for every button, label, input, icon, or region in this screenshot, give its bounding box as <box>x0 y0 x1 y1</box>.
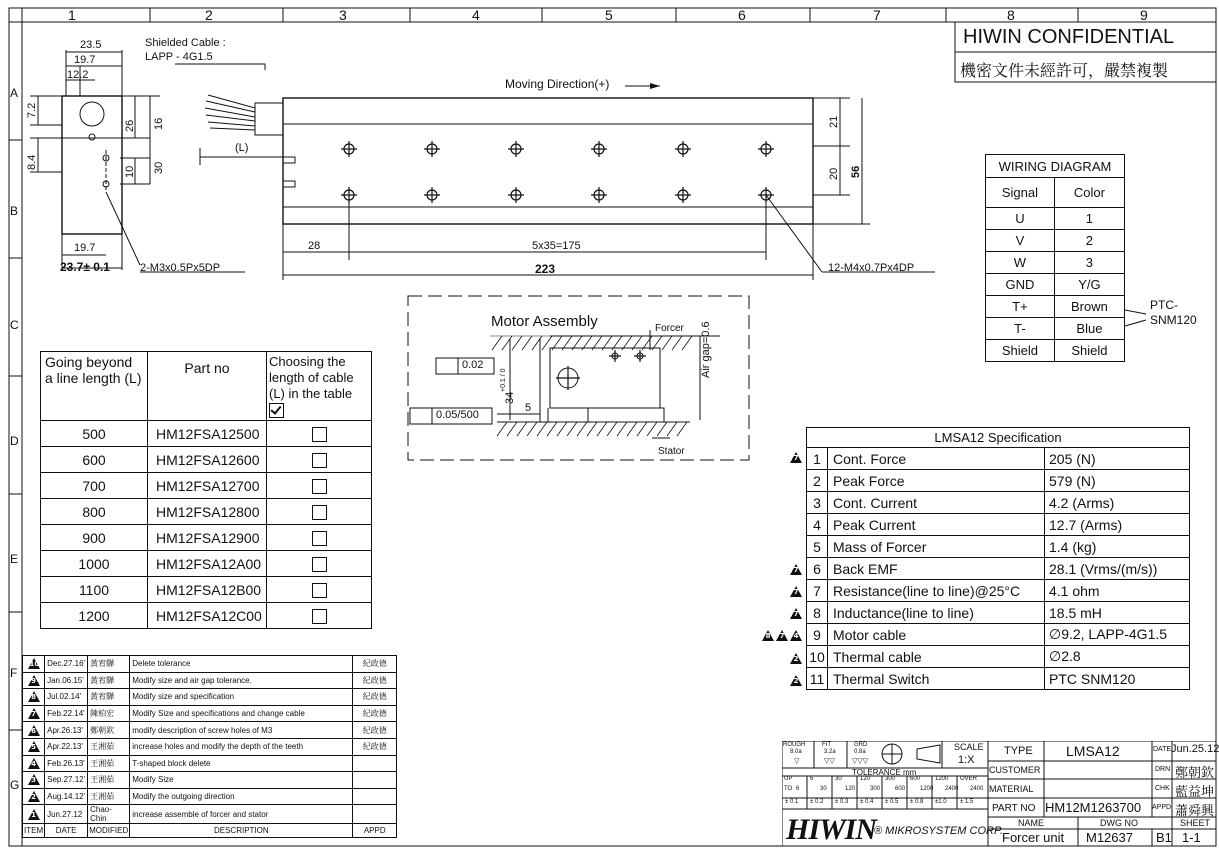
cable-length-checkbox[interactable] <box>312 453 327 468</box>
grid-col-7: 7 <box>873 7 881 23</box>
revision-triangle-icon: 7 <box>776 630 788 641</box>
wiring-diagram-table <box>985 154 1125 362</box>
wiring-color: Shield <box>1054 340 1124 362</box>
top-hole-note: 12-M4x0.7Px4DP <box>828 262 915 274</box>
spec-name: Cont. Force <box>828 448 1045 470</box>
cable-length-checkbox[interactable] <box>312 557 327 572</box>
spec-value: 12.7 (Arms) <box>1045 514 1190 536</box>
material-label: MATERIAL <box>989 784 1034 794</box>
dim-8-4: 8.4 <box>26 154 38 170</box>
dim-20: 20 <box>828 167 840 180</box>
revision-appd <box>353 788 397 805</box>
name-label: NAME <box>1018 818 1045 828</box>
revision-date: Jul.02.14' <box>45 689 88 706</box>
spec-row <box>807 624 1190 646</box>
fit-label: FIT <box>822 742 831 748</box>
customer-label: CUSTOMER <box>989 765 1041 775</box>
grid-col-6: 6 <box>738 7 746 23</box>
wiring-color: 1 <box>1054 208 1124 230</box>
spec-value: 4.2 (Arms) <box>1045 492 1190 514</box>
cable-length-checkbox[interactable] <box>312 531 327 546</box>
revision-row <box>23 705 397 722</box>
spec-no: 8 <box>807 602 828 624</box>
confidential-subtitle: 機密文件未經許可，嚴禁複製 <box>960 61 1169 80</box>
air-gap-label: Air gap=0.6 <box>700 321 712 378</box>
part-no: HM12FSA12C00 <box>148 603 267 629</box>
grid-row-g: G <box>10 778 20 792</box>
revision-row <box>23 738 397 755</box>
tolerance-up: OVER <box>960 776 978 782</box>
revision-appd: 紀政德 <box>353 656 397 673</box>
part-no: HM12FSA12800 <box>148 499 267 525</box>
fit-value: 3.2a <box>824 749 836 755</box>
spec-rev-marks <box>762 630 802 641</box>
revision-date: Sep.27.12' <box>45 772 88 789</box>
revision-by: 黃宥驊 <box>88 672 130 689</box>
tolerance-up: 30 <box>835 776 842 782</box>
spec-rev-marks <box>790 586 802 597</box>
revision-by: Chao-Chin <box>88 805 130 824</box>
chk-value: 藍益坤 <box>1175 785 1215 800</box>
revision-triangle-icon: 2 <box>790 675 802 686</box>
tolerance-up: 120 <box>860 776 871 782</box>
revision-row <box>23 689 397 706</box>
part-length: 900 <box>41 525 148 551</box>
tolerance-vals: ± 0.2 <box>810 799 824 805</box>
hiwin-logo-sub: ® MIKROSYSTEM CORP. <box>874 825 1003 837</box>
revision-date: Jan.06.15' <box>45 672 88 689</box>
spec-no: 1 <box>807 448 828 470</box>
tolerance-vals: ± 1.5 <box>960 799 974 805</box>
tolerance-vals: ± 0.3 <box>835 799 849 805</box>
cable-length-checkbox[interactable] <box>312 583 327 598</box>
grid-col-2: 2 <box>205 7 213 23</box>
spec-rev-marks <box>790 675 802 686</box>
hiwin-logo: HIWIN <box>786 813 877 846</box>
grid-row-a: A <box>10 86 19 100</box>
tolerance-to: 30 <box>820 786 827 792</box>
revision-item <box>23 738 45 755</box>
revision-item <box>23 689 45 706</box>
scale-value: 1:X <box>958 754 975 766</box>
tolerance-up: 300 <box>885 776 896 782</box>
wiring-color: Blue <box>1054 318 1124 340</box>
rough-value: 8.0a <box>790 749 802 755</box>
rough-label: ROUGH <box>783 742 806 748</box>
spec-no: 10 <box>807 646 828 668</box>
cable-length-checkbox[interactable] <box>312 505 327 520</box>
part-header-partno: Part no <box>148 352 267 421</box>
revision-footer-cell: APPD <box>353 824 397 838</box>
revision-triangle-icon: 1 <box>28 809 40 820</box>
dim-10: 10 <box>124 165 136 178</box>
sheet-label: SHEET <box>1180 818 1211 828</box>
rev-value: B1 <box>1156 830 1172 845</box>
height-34: 34 <box>504 391 516 404</box>
part-no: HM12FSA12500 <box>148 421 267 447</box>
part-length: 1000 <box>41 551 148 577</box>
revision-row <box>23 656 397 673</box>
revision-desc: Modify Size <box>130 772 353 789</box>
spec-no: 7 <box>807 580 828 602</box>
spec-name: Back EMF <box>828 558 1045 580</box>
revision-triangle-icon: 7 <box>790 608 802 619</box>
revision-desc: Modify size and air gap tolerance. <box>130 672 353 689</box>
flatness-2: 0.05/500 <box>436 409 479 421</box>
revision-desc: Delete tolerance <box>130 656 353 673</box>
tolerance-to: TO <box>784 786 793 792</box>
spec-value: 4.1 ohm <box>1045 580 1190 602</box>
revision-appd: 紀政德 <box>353 738 397 755</box>
revision-appd: 紀政德 <box>353 705 397 722</box>
revision-triangle-icon: 7 <box>790 452 802 463</box>
appd-label: APPD <box>1152 804 1172 811</box>
spec-name: Mass of Forcer <box>828 536 1045 558</box>
part-length: 800 <box>41 499 148 525</box>
spec-value: 18.5 mH <box>1045 602 1190 624</box>
spec-row <box>807 492 1190 514</box>
revision-by: 黃宥驊 <box>88 689 130 706</box>
revision-triangle-icon: 5 <box>28 741 40 752</box>
revision-footer-cell: DESCRIPTION <box>130 824 353 838</box>
revision-desc: T-shaped block delete <box>130 755 353 772</box>
dim-30: 30 <box>153 161 165 174</box>
spec-value: ∅9.2, LAPP-4G1.5 <box>1045 624 1190 646</box>
wiring-signal: V <box>986 230 1055 252</box>
spec-title: LMSA12 Specification <box>807 428 1190 448</box>
cable-label-2: LAPP - 4G1.5 <box>145 51 213 63</box>
part-length: 1200 <box>41 603 148 629</box>
motor-assembly-title: Motor Assembly <box>491 313 598 330</box>
spec-name: Resistance(line to line)@25°C <box>828 580 1045 602</box>
tolerance-to: 6 <box>796 786 800 792</box>
grid-row-b: B <box>10 204 19 218</box>
revision-desc: modify description of screw holes of M3 <box>130 722 353 739</box>
date-value: Jun.25.12 <box>1171 743 1219 755</box>
dim-26: 26 <box>124 119 136 132</box>
stator-label: Stator <box>658 446 685 457</box>
revision-appd: 紀政德 <box>353 672 397 689</box>
spec-row <box>807 514 1190 536</box>
tolerance-up: 6 <box>810 776 814 782</box>
part-no: HM12FSA12700 <box>148 473 267 499</box>
ptc-note-2: SNM120 <box>1150 313 1197 327</box>
wiring-color: 3 <box>1054 252 1124 274</box>
flatness-1: 0.02 <box>462 359 484 371</box>
revision-triangle-icon: 6 <box>28 725 40 736</box>
spec-rev-marks <box>790 653 802 664</box>
spec-row <box>807 668 1190 690</box>
dim-19-7-top: 19.7 <box>74 54 96 66</box>
revision-triangle-icon: 2 <box>790 653 802 664</box>
revision-date: Apr.26.13' <box>45 722 88 739</box>
wiring-title: WIRING DIAGRAM <box>986 155 1125 178</box>
tolerance-vals: ± 0.4 <box>860 799 874 805</box>
revision-by: 王湘茹 <box>88 755 130 772</box>
revision-row <box>23 772 397 789</box>
spec-row <box>807 536 1190 558</box>
revision-desc: increase assemble of forcer and stator <box>130 805 353 824</box>
ptc-note-1: PTC- <box>1150 298 1178 312</box>
tolerance-up: 1200 <box>935 776 949 782</box>
revision-triangle-icon: 2 <box>28 791 40 802</box>
revision-by: 鄭朝欽 <box>88 722 130 739</box>
spec-row <box>807 470 1190 492</box>
appd-value: 蕭舜興 <box>1175 804 1215 819</box>
grid-col-5: 5 <box>605 7 613 23</box>
revision-row <box>23 672 397 689</box>
spec-row <box>807 448 1190 470</box>
part-header-choose: Choosing the length of cable (L) in the table <box>269 354 354 401</box>
spec-rev-marks <box>790 564 802 575</box>
spec-name: Cont. Current <box>828 492 1045 514</box>
spec-rev-marks <box>790 608 802 619</box>
revision-appd <box>353 755 397 772</box>
revision-item <box>23 722 45 739</box>
wiring-signal: GND <box>986 274 1055 296</box>
dim-16: 16 <box>153 117 165 130</box>
tolerance-up: UP <box>784 776 793 782</box>
revision-item <box>23 788 45 805</box>
revision-triangle-icon: 7 <box>28 708 40 719</box>
grid-col-9: 9 <box>1140 7 1148 23</box>
tolerance-to: 2400 <box>945 786 959 792</box>
tolerance-vals: ± 0.5 <box>885 799 899 805</box>
grd-value: 0.8a <box>854 749 866 755</box>
tolerance-to: 600 <box>895 786 906 792</box>
chk-label: CHK <box>1155 785 1170 792</box>
spec-no: 6 <box>807 558 828 580</box>
grd-label: GRD <box>854 742 868 748</box>
spec-name: Inductance(line to line) <box>828 602 1045 624</box>
spec-no: 11 <box>807 668 828 690</box>
revision-table <box>22 655 397 838</box>
grid-row-f: F <box>10 666 18 680</box>
spec-row <box>807 646 1190 668</box>
revision-triangle-icon: 8 <box>762 630 774 641</box>
revision-date: Dec.27.16' <box>45 656 88 673</box>
wiring-signal: Shield <box>986 340 1055 362</box>
dwgno-value: M12637 <box>1086 830 1133 845</box>
spec-no: 2 <box>807 470 828 492</box>
spec-value: PTC SNM120 <box>1045 668 1190 690</box>
cable-length-checkbox[interactable] <box>312 609 327 624</box>
confidential-title: HIWIN CONFIDENTIAL <box>963 26 1175 48</box>
spec-name: Thermal Switch <box>828 668 1045 690</box>
wiring-signal: W <box>986 252 1055 274</box>
wiring-color: Brown <box>1054 296 1124 318</box>
grid-row-c: C <box>10 318 19 332</box>
dim-56: 56 <box>850 165 862 178</box>
revision-triangle-icon: 10 <box>29 660 40 669</box>
part-header-length: Going beyond a line length (L) <box>41 352 148 421</box>
revision-appd <box>353 805 397 824</box>
dim-pitch: 5x35=175 <box>532 240 581 252</box>
tolerance-to: 120 <box>845 786 856 792</box>
spec-row <box>807 580 1190 602</box>
spec-value: ∅2.8 <box>1045 646 1190 668</box>
spec-row <box>807 558 1190 580</box>
rough-symbol: ▽ <box>794 758 800 765</box>
dim-28: 28 <box>308 240 321 252</box>
revision-appd: 紀政德 <box>353 689 397 706</box>
drn-label: DRN <box>1155 766 1171 773</box>
revision-by: 陳柏宏 <box>88 705 130 722</box>
dim-5: 5 <box>525 402 532 414</box>
grid-col-8: 8 <box>1007 7 1015 23</box>
spec-no: 3 <box>807 492 828 514</box>
tolerance-to: 300 <box>870 786 881 792</box>
dim-23-5: 23.5 <box>80 39 102 51</box>
spec-rev-marks <box>790 452 802 463</box>
dim-223: 223 <box>535 262 556 276</box>
revision-footer <box>23 824 397 838</box>
type-label: TYPE <box>1004 745 1033 757</box>
sheet-value: 1-1 <box>1182 830 1201 845</box>
wiring-signal: U <box>986 208 1055 230</box>
type-value: LMSA12 <box>1066 743 1120 759</box>
spec-value: 579 (N) <box>1045 470 1190 492</box>
revision-row <box>23 805 397 824</box>
revision-triangle-icon: 7 <box>790 564 802 575</box>
part-length: 600 <box>41 447 148 473</box>
revision-triangle-icon: 3 <box>28 774 40 785</box>
height-tolerance: +0.1 / 0 <box>500 368 507 392</box>
partno-label: PART NO <box>992 803 1036 814</box>
tolerance-to: 2400 <box>970 786 984 792</box>
checked-checkbox-icon <box>269 403 284 418</box>
revision-date: Jun.27.12 <box>45 805 88 824</box>
spec-name: Thermal cable <box>828 646 1045 668</box>
wiring-color: 2 <box>1054 230 1124 252</box>
spec-value: 205 (N) <box>1045 448 1190 470</box>
partno-value: HM12M1263700 <box>1045 800 1142 815</box>
tolerance-vals: ±1.0 <box>935 799 947 805</box>
revision-item <box>23 755 45 772</box>
dim-21: 21 <box>828 115 840 128</box>
spec-value: 28.1 (Vrms/(m/s)) <box>1045 558 1190 580</box>
revision-by: 王湘茹 <box>88 788 130 805</box>
dwgno-label: DWG NO <box>1100 818 1138 828</box>
grid-row-d: D <box>10 434 19 448</box>
wiring-header-signal: Signal <box>986 178 1055 208</box>
revision-by: 黃宥驊 <box>88 656 130 673</box>
revision-footer-cell: DATE <box>45 824 88 838</box>
wiring-color: Y/G <box>1054 274 1124 296</box>
dim-19-7-bottom: 19.7 <box>74 242 96 254</box>
revision-triangle-icon: 4 <box>790 630 802 641</box>
part-number-table <box>40 351 372 629</box>
revision-desc: Modify size and specification <box>130 689 353 706</box>
wiring-signal: T- <box>986 318 1055 340</box>
grid-col-4: 4 <box>472 7 480 23</box>
revision-triangle-icon: 9 <box>28 675 40 686</box>
revision-item <box>23 656 45 673</box>
dim-12-2: 12.2 <box>67 69 89 81</box>
spec-no: 4 <box>807 514 828 536</box>
revision-item <box>23 805 45 824</box>
title-block <box>782 741 1219 846</box>
revision-triangle-icon: 4 <box>28 758 40 769</box>
revision-desc: Modify Size and specifications and change cable <box>130 705 353 722</box>
drn-value: 鄭朝欽 <box>1175 766 1215 781</box>
part-no: HM12FSA12B00 <box>148 577 267 603</box>
spec-name: Peak Force <box>828 470 1045 492</box>
revision-footer-cell: ITEM <box>23 824 45 838</box>
wiring-header-color: Color <box>1054 178 1124 208</box>
revision-by: 王湘茹 <box>88 772 130 789</box>
spec-name: Motor cable <box>828 624 1045 646</box>
part-no: HM12FSA12A00 <box>148 551 267 577</box>
tolerance-vals: ± 0.8 <box>910 799 924 805</box>
revision-item <box>23 672 45 689</box>
revision-date: Feb.22.14' <box>45 705 88 722</box>
revision-triangle-icon: 8 <box>28 691 40 702</box>
revision-item <box>23 705 45 722</box>
scale-label: SCALE <box>954 742 984 752</box>
part-no: HM12FSA12600 <box>148 447 267 473</box>
side-screw-note: 2-M3x0.5Px5DP <box>140 262 221 274</box>
part-length: 1100 <box>41 577 148 603</box>
revision-appd <box>353 772 397 789</box>
revision-item <box>23 772 45 789</box>
revision-triangle-icon: 7 <box>790 586 802 597</box>
spec-name: Peak Current <box>828 514 1045 536</box>
moving-direction: Moving Direction(+) <box>505 77 610 91</box>
top-holes-row1 <box>344 144 771 200</box>
part-length: 700 <box>41 473 148 499</box>
revision-date: Apr.22.13' <box>45 738 88 755</box>
revision-by: 王湘茹 <box>88 738 130 755</box>
grd-symbol: ▽▽▽ <box>852 758 869 765</box>
revision-appd: 紀政德 <box>353 722 397 739</box>
tolerance-up: 600 <box>910 776 921 782</box>
wiring-signal: T+ <box>986 296 1055 318</box>
revision-desc: increase holes and modify the depth of the teeth <box>130 738 353 755</box>
revision-footer-cell: MODIFIED <box>88 824 130 838</box>
part-length: 500 <box>41 421 148 447</box>
part-no: HM12FSA12900 <box>148 525 267 551</box>
grid-col-3: 3 <box>339 7 347 23</box>
grid-col-1: 1 <box>68 7 76 23</box>
revision-date: Feb.26.13' <box>45 755 88 772</box>
dim-7-2: 7.2 <box>26 102 38 118</box>
fit-symbol: ▽▽ <box>824 758 835 765</box>
revision-date: Aug.14.12' <box>45 788 88 805</box>
name-value: Forcer unit <box>1002 830 1065 845</box>
forcer-label: Forcer <box>655 323 684 334</box>
revision-row <box>23 755 397 772</box>
revision-row <box>23 788 397 805</box>
spec-row <box>807 602 1190 624</box>
spec-value: 1.4 (kg) <box>1045 536 1190 558</box>
cable-label-1: Shielded Cable : <box>145 37 226 49</box>
cable-length-checkbox[interactable] <box>312 479 327 494</box>
revision-desc: Modify the outgoing direction <box>130 788 353 805</box>
cable-length-label: (L) <box>235 142 249 154</box>
tolerance-vals: ± 0.1 <box>785 799 799 805</box>
date-label: DATE <box>1153 746 1172 753</box>
tolerance-title: TOLERANCE mm <box>852 768 917 777</box>
spec-no: 9 <box>807 624 828 646</box>
grid-row-e: E <box>10 552 19 566</box>
cable-length-checkbox[interactable] <box>312 427 327 442</box>
dim-23-7: 23.7± 0.1 <box>60 260 110 274</box>
revision-row <box>23 722 397 739</box>
tolerance-to: 1200 <box>920 786 934 792</box>
spec-no: 5 <box>807 536 828 558</box>
